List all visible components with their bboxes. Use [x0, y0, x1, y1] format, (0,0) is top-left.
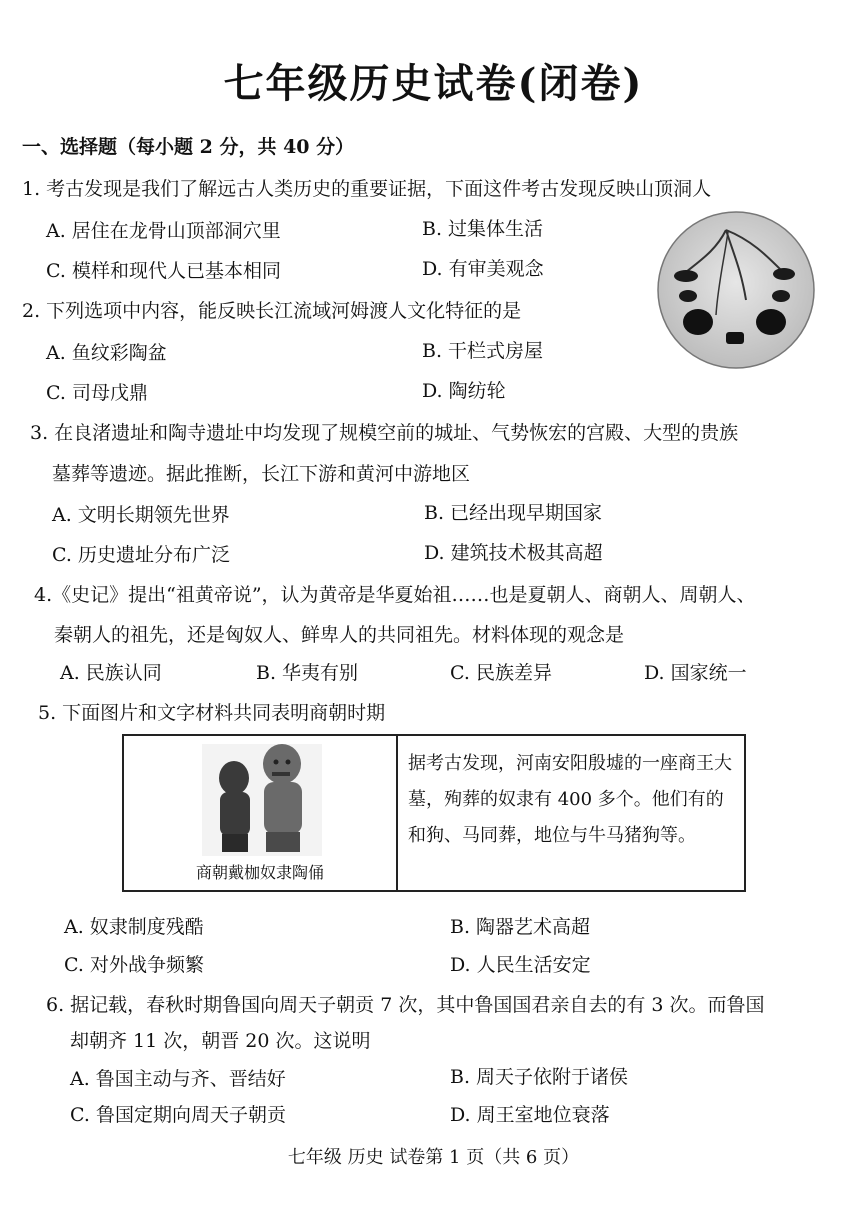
question-6-option-b[interactable]: B. 周天子依附于诸侯 [450, 1066, 629, 1088]
question-2-option-c[interactable]: C. 司母戊鼎 [46, 382, 148, 404]
question-5-stem: 5. 下面图片和文字材料共同表明商朝时期 [38, 702, 386, 724]
question-4-stem-line2: 秦朝人的祖先，还是匈奴人、鲜卑人的共同祖先。材料体现的观念是 [54, 624, 625, 646]
question-1-option-a[interactable]: A. 居住在龙骨山顶部洞穴里 [46, 220, 281, 242]
question-5-option-c[interactable]: C. 对外战争频繁 [64, 954, 204, 976]
question-2-option-a[interactable]: A. 鱼纹彩陶盆 [46, 342, 167, 364]
section-heading: 一、选择题（每小题 2 分，共 40 分） [22, 136, 355, 158]
question-1-stem: 1. 考古发现是我们了解远古人类历史的重要证据，下面这件考古发现反映山顶洞人 [22, 178, 712, 200]
question-5-option-d[interactable]: D. 人民生活安定 [450, 954, 591, 976]
question-1-option-c[interactable]: C. 模样和现代人已基本相同 [46, 260, 281, 282]
question-4-option-a[interactable]: A. 民族认同 [60, 662, 162, 684]
question-6-stem-line2: 却朝齐 11 次，朝晋 20 次。这说明 [70, 1030, 371, 1052]
question-3-stem-line1: 3. 在良渚遗址和陶寺遗址中均发现了规模空前的城址、气势恢宏的宫殿、大型的贵族 [30, 422, 739, 444]
question-5-material-table [122, 734, 746, 892]
question-4-option-c[interactable]: C. 民族差异 [450, 662, 552, 684]
question-2-stem: 2. 下列选项中内容，能反映长江流域河姆渡人文化特征的是 [22, 300, 522, 322]
question-6-option-c[interactable]: C. 鲁国定期向周天子朝贡 [70, 1104, 286, 1126]
table-divider [396, 736, 398, 890]
question-3-option-d[interactable]: D. 建筑技术极其高超 [424, 542, 603, 564]
question-6-option-a[interactable]: A. 鲁国主动与齐、晋结好 [70, 1068, 286, 1090]
question-5-option-b[interactable]: B. 陶器艺术高超 [450, 916, 591, 938]
question-4-stem-line1: 4.《史记》提出“祖黄帝说”，认为黄帝是华夏始祖……也是夏朝人、商朝人、周朝人、 [34, 584, 756, 606]
ornament-necklace-photo-icon [656, 210, 816, 370]
question-3-option-a[interactable]: A. 文明长期领先世界 [52, 504, 230, 526]
question-3-stem-line2: 墓葬等遗迹。据此推断，长江下游和黄河中游地区 [52, 463, 471, 485]
page-footer: 七年级 历史 试卷第 1 页（共 6 页） [287, 1147, 580, 1168]
question-4-option-d[interactable]: D. 国家统一 [644, 662, 747, 684]
question-2-option-b[interactable]: B. 干栏式房屋 [422, 340, 544, 362]
question-1-option-b[interactable]: B. 过集体生活 [422, 218, 544, 240]
material-text: 据考古发现，河南安阳殷墟的一座商王大墓，殉葬的奴隶有 400 多个。他们有的和狗、马同葬，地位与牛马猪狗等。 [408, 753, 732, 846]
question-6-option-d[interactable]: D. 周王室地位衰落 [450, 1104, 610, 1126]
question-3-option-c[interactable]: C. 历史遗址分布广泛 [52, 544, 230, 566]
page-title: 七年级历史试卷(闭卷) [223, 60, 644, 107]
question-6-stem-line1: 6. 据记载，春秋时期鲁国向周天子朝贡 7 次，其中鲁国国君亲自去的有 3 次。而鲁国 [46, 994, 765, 1016]
question-2-option-d[interactable]: D. 陶纺轮 [422, 380, 506, 402]
question-1-option-d[interactable]: D. 有审美观念 [422, 258, 544, 280]
figurine-caption: 商朝戴枷奴隶陶俑 [195, 863, 324, 882]
slave-figurines-photo-icon [202, 744, 322, 856]
question-4-option-b[interactable]: B. 华夷有别 [256, 662, 359, 684]
question-5-option-a[interactable]: A. 奴隶制度残酷 [64, 916, 204, 938]
question-3-option-b[interactable]: B. 已经出现早期国家 [424, 502, 603, 524]
